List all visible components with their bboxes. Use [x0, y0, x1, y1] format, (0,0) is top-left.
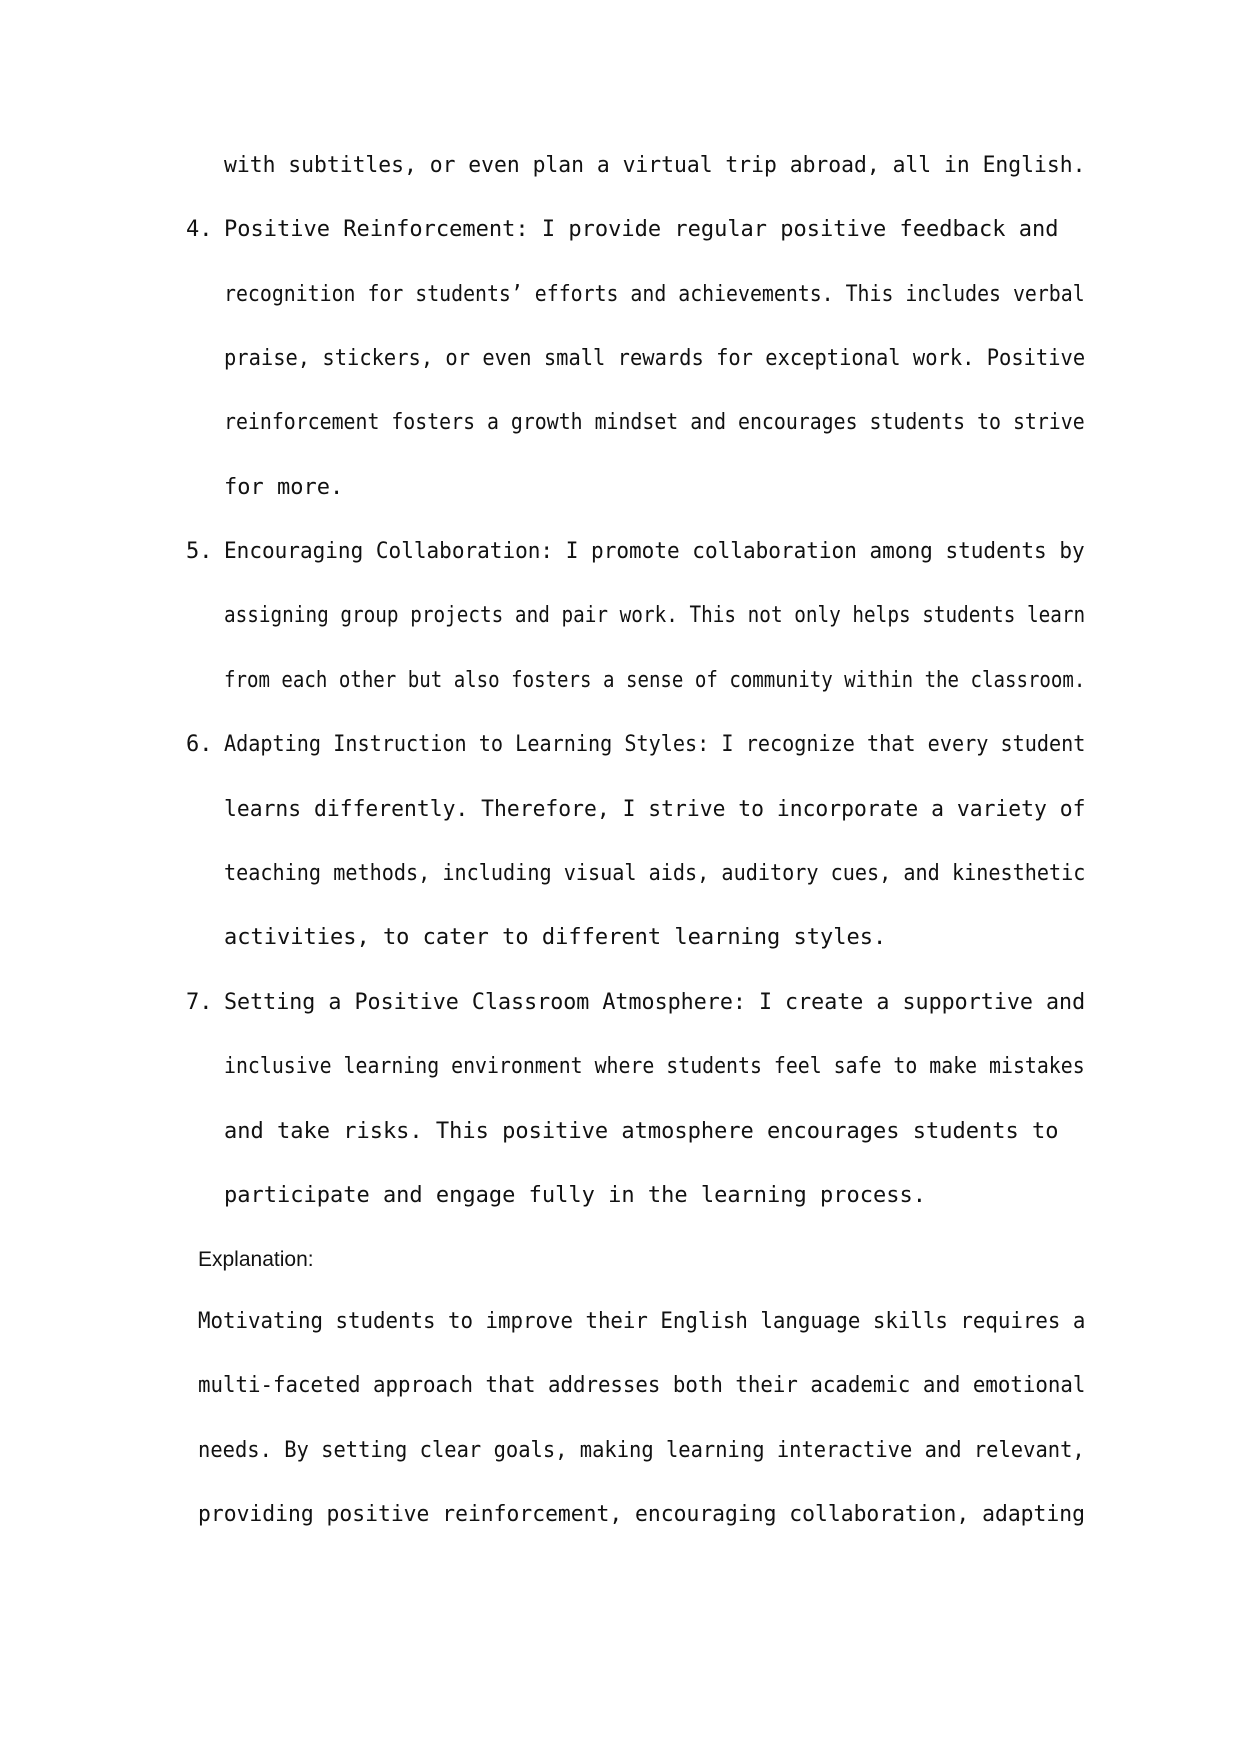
text-line: Encouraging Collaboration: I promote collaboration among students by	[224, 539, 1085, 564]
text-line: for more.	[224, 475, 344, 500]
text-line: teaching methods, including visual aids, auditory cues, and kinesthetic	[224, 861, 1086, 886]
text-line: providing positive reinforcement, encouraging collaboration, adapting	[198, 1502, 1085, 1527]
text-line: learns differently. Therefore, I strive to incorporate a variety of	[224, 797, 1086, 822]
text-line: and take risks. This positive atmosphere encourages students to	[224, 1119, 1059, 1144]
text-line: Setting a Positive Classroom Atmosphere: I create a supportive and	[224, 990, 1086, 1015]
text-line: Motivating students to improve their English language skills requires a	[198, 1309, 1086, 1334]
list-item-number: 5.	[186, 539, 213, 564]
section-heading: Explanation:	[198, 1248, 314, 1271]
text-line: praise, stickers, or even small rewards for exceptional work. Positive	[224, 346, 1086, 371]
text-line: Adapting Instruction to Learning Styles: I recognize that every student	[224, 732, 1086, 757]
text-line: needs. By setting clear goals, making learning interactive and relevant,	[198, 1438, 1085, 1463]
text-line: participate and engage fully in the learning process.	[224, 1183, 926, 1208]
text-line: multi-faceted approach that addresses both their academic and emotional	[198, 1373, 1086, 1398]
text-line: activities, to cater to different learning styles.	[224, 925, 887, 950]
list-item-number: 7.	[186, 990, 213, 1015]
text-line: from each other but also fosters a sense of community within the classroom.	[224, 668, 1086, 693]
list-item-number: 4.	[186, 217, 213, 242]
text-line: reinforcement fosters a growth mindset and encourages students to strive	[224, 410, 1085, 435]
text-line: recognition for students’ efforts and achievements. This includes verbal	[224, 282, 1085, 307]
text-line: Positive Reinforcement: I provide regular positive feedback and	[224, 217, 1059, 242]
text-line: inclusive learning environment where students feel safe to make mistakes	[224, 1054, 1085, 1079]
text-line: with subtitles, or even plan a virtual trip abroad, all in English.	[224, 153, 1086, 178]
list-item-number: 6.	[186, 732, 213, 757]
text-line: assigning group projects and pair work. This not only helps students learn	[224, 603, 1086, 628]
